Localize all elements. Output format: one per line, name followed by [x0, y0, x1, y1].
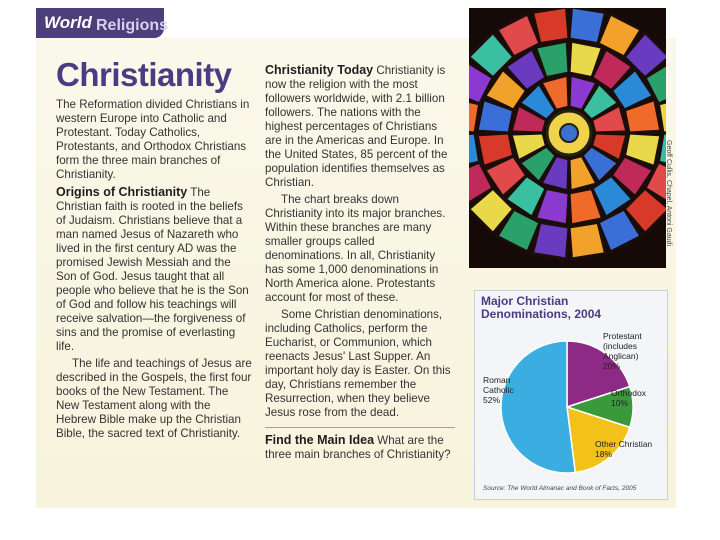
label-orthodox-pct: 10% — [611, 398, 629, 408]
photo-credit: Geoff Cullis, Chapel, Antoni Gaudi — [665, 140, 672, 247]
label-protestant-line2: (includes — [603, 341, 638, 351]
page-title: Christianity — [56, 56, 232, 93]
banner-word-world: World — [44, 13, 92, 32]
label-protestant-pct: 20% — [603, 361, 621, 371]
main-idea-heading: Find the Main Idea — [265, 433, 375, 447]
stained-glass-image — [469, 8, 666, 268]
today-body: Christianity is now the religion with the most followers worldwide, with 2.1 billion followers. The nations with the highest percentages of Christians are in the Americas and Europe. In the United States, 85 percent of the population identifies themselves as Christian. — [265, 64, 448, 189]
column-left — [56, 98, 252, 444]
label-other-pct: 18% — [595, 449, 613, 459]
label-orthodox — [611, 388, 646, 408]
banner-word-religions: Religions — [96, 17, 169, 34]
chart-panel — [474, 290, 668, 500]
origins-paragraph — [56, 185, 252, 354]
label-protestant — [603, 331, 642, 371]
label-other — [595, 439, 652, 459]
label-protestant-line3: Anglican) — [603, 351, 639, 361]
divider — [265, 427, 455, 428]
main-idea-question: What are the three main branches of Christianity? — [265, 434, 451, 461]
stained-glass-photo — [469, 8, 666, 268]
column-middle — [265, 63, 455, 465]
label-other-line1: Other Christian — [595, 439, 653, 449]
label-catholic-line1: Roman — [483, 375, 511, 385]
chart-title-line1: Major Christian — [481, 294, 569, 308]
main-idea — [265, 433, 455, 462]
today-heading: Christianity Today — [265, 63, 374, 77]
section-banner — [36, 8, 174, 38]
label-catholic — [483, 375, 514, 405]
chart-title-line2: Denominations, 2004 — [481, 307, 602, 321]
intro-paragraph: The Reformation divided Christians in western Europe into Catholic and Protestant. Today Catholics, Protestants, and Orthodox Christians form the three main branches of Christianity. — [56, 98, 250, 181]
today-paragraph — [265, 63, 455, 190]
origins-body: The Christian faith is rooted in the beliefs of Judaism. Christians believe that a man named Jesus of Nazareth who lived in the first century AD was the promised Jewish Messiah and the Son of God. Jesus taught that all people who believe that he is the Son of God and follow his teachings will receive salvation—the forgiveness of sins and the promise of everlasting life. — [56, 186, 249, 353]
denominations-paragraph: Some Christian denominations, including Catholics, perform the Eucharist, or Communion, which reenacts Jesus' Last Supper. An important holy day is Easter. On this day, Christians remember the Resurrection, when they believe Jesus rose from the dead. — [265, 308, 451, 419]
label-orthodox-line1: Orthodox — [611, 388, 646, 398]
life-paragraph: The life and teachings of Jesus are described in the Gospels, the first four books of the New Testament. The New Testament along with the Hebrew Bible make up the Christian Bible, the sacred text of Christianity. — [56, 357, 252, 440]
glass-pane — [532, 8, 569, 44]
chart-source: Source: The World Almanac and Book of Facts, 2005 — [483, 485, 637, 492]
label-catholic-pct: 52% — [483, 395, 501, 405]
label-catholic-line2: Catholic — [483, 385, 514, 395]
chart-paragraph: The chart breaks down Christianity into its major branches. Within these branches are many smaller groups called denominations. In all, Christianity has some 1,000 denominations in North America alone. Protestants account for most of these. — [265, 193, 446, 304]
slice-roman-catholic — [501, 341, 575, 473]
label-protestant-line1: Protestant — [603, 331, 642, 341]
glass-pane — [569, 222, 606, 259]
origins-heading: Origins of Christianity — [56, 185, 188, 199]
